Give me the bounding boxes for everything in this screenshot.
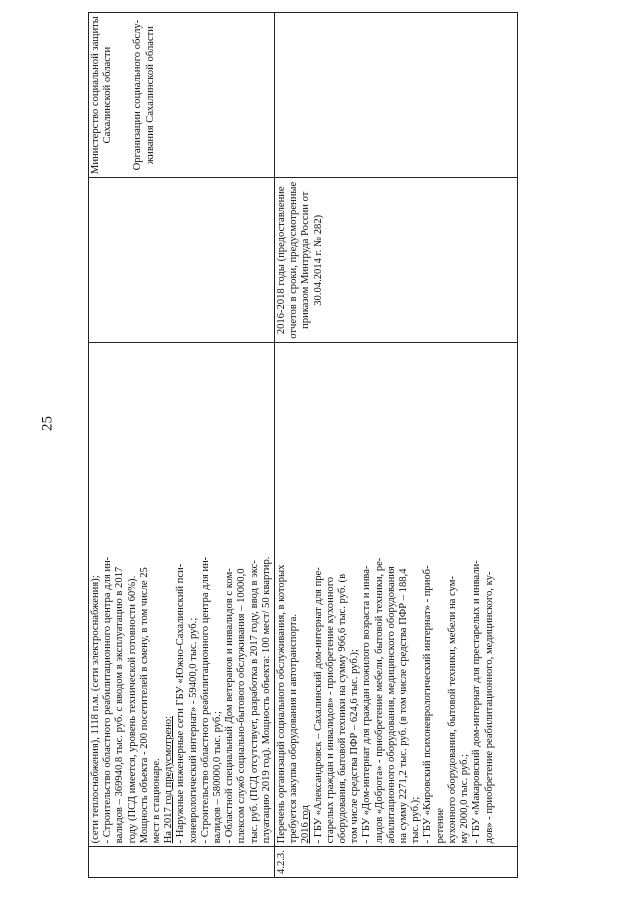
description-line: (сети теплоснабжения), 1118 п.м. (сети электроснабжения);: [90, 575, 101, 844]
description-line: дов» - приобретение реабилитационного, медицинского, ку-: [483, 571, 495, 844]
executor-organizations: Организации социального обслу-живания Сахалинской области: [132, 19, 156, 171]
table-row: [89, 13, 275, 878]
page-number: 25: [39, 416, 56, 431]
description-line: кухонного оборудования, бытовой техники, мебели на сум-: [446, 576, 458, 844]
description-line: - ГБУ «Кировский психоневрологический интернат» - приоб-: [422, 565, 434, 844]
description-line: плексом служб социально-бытового обслуживания – 10000,0: [236, 568, 248, 844]
description-line: - Наружные инженерные сети ГБУ «Южно-Сахалинский пси-: [175, 563, 187, 844]
rotated-page-content: [88, 8, 608, 878]
program-table: [88, 12, 518, 878]
description-line: мест в стационаре.: [151, 758, 163, 844]
description-line: тыс. руб. (ПСД отсутствует, разработка в 2017 году, ввод в экс-: [248, 560, 260, 844]
executor-ministry: Министерство социальной защиты Сахалинской области: [90, 16, 114, 175]
description-line: тыс. руб.);: [410, 796, 422, 844]
description-line: - ГБУ «Дом-интернат для граждан пожилого возраста и инва-: [361, 565, 373, 844]
description-line: плуатацию 2019 год). Мощность объекта: 100 мест/ 50 квартир.: [260, 556, 272, 844]
description-line: старелых граждан и инвалидов» - приобретение кухонного: [324, 576, 336, 844]
description-line: - ГБУ «Макаровский дом-интернат для престарелых и инвали-: [471, 560, 483, 844]
description-line: му 2000,0 тыс. руб.;: [459, 753, 471, 844]
table-row: [275, 13, 518, 878]
item-number-cell: [89, 847, 275, 878]
description-cell: [89, 343, 275, 847]
description-line: - ГБУ «Александровск – Сахалинский дом-интернат для пре-: [312, 567, 324, 844]
description-line: лидов «Доброта» - приобретение мебели, бытовой техники, ре-: [373, 557, 385, 844]
description-line: - Строительство областного реабилитационного центра для ин-: [199, 556, 211, 844]
description-line: на сумму 2271,2 тыс. руб. (в том числе средства ПФР – 188,4: [398, 568, 410, 844]
description-line: ретение: [434, 808, 446, 844]
description-line: Мощность объекта - 200 посетителей в смену, в том числе 25: [138, 567, 150, 844]
description-line: хоневрологический интернат» - 59400,0 тыс. руб.;: [187, 617, 199, 844]
year-heading: 2016 год: [300, 805, 312, 844]
executor-cell: [275, 13, 518, 178]
item-number-cell: 4.2.3.: [275, 847, 518, 878]
executor-cell: [89, 13, 275, 178]
year-heading: На 2017 год предусмотрено:: [163, 716, 175, 844]
description-line: том числе средства ПФР – 624,6 тыс. руб.);: [349, 649, 361, 844]
description-cell: [275, 343, 518, 847]
description-line: Перечень организаций социального обслуживания, в которых: [276, 564, 288, 844]
description-line: требуется закупка оборудования и автотранспорта.: [288, 614, 300, 844]
term-cell: [89, 178, 275, 343]
description-line: - Строительство областного реабилитационного центра для ин-: [102, 556, 114, 844]
description-line: - Областной специальный Дом ветеранов и инвалидов с ком-: [224, 568, 236, 844]
description-line: году (ПСД имеется, уровень технической готовности 60%).: [126, 575, 138, 844]
description-line: оборудования, бытовой техники на сумму 966,6 тыс. руб. (в: [337, 573, 349, 844]
description-line: абилитационного оборудования, медицинского оборудования: [385, 566, 397, 844]
description-line: валидов – 580000,0 тыс. руб.;: [212, 711, 224, 844]
description-line: валидов – 369940,8 тыс. руб. с вводом в эксплуатацию в 2017: [114, 566, 126, 844]
term-cell: 2016-2018 годы (предоставление отчетов в сроки, предусмотренные приказом Минтруда России от 30.04.2014 г. № 282): [275, 178, 518, 343]
